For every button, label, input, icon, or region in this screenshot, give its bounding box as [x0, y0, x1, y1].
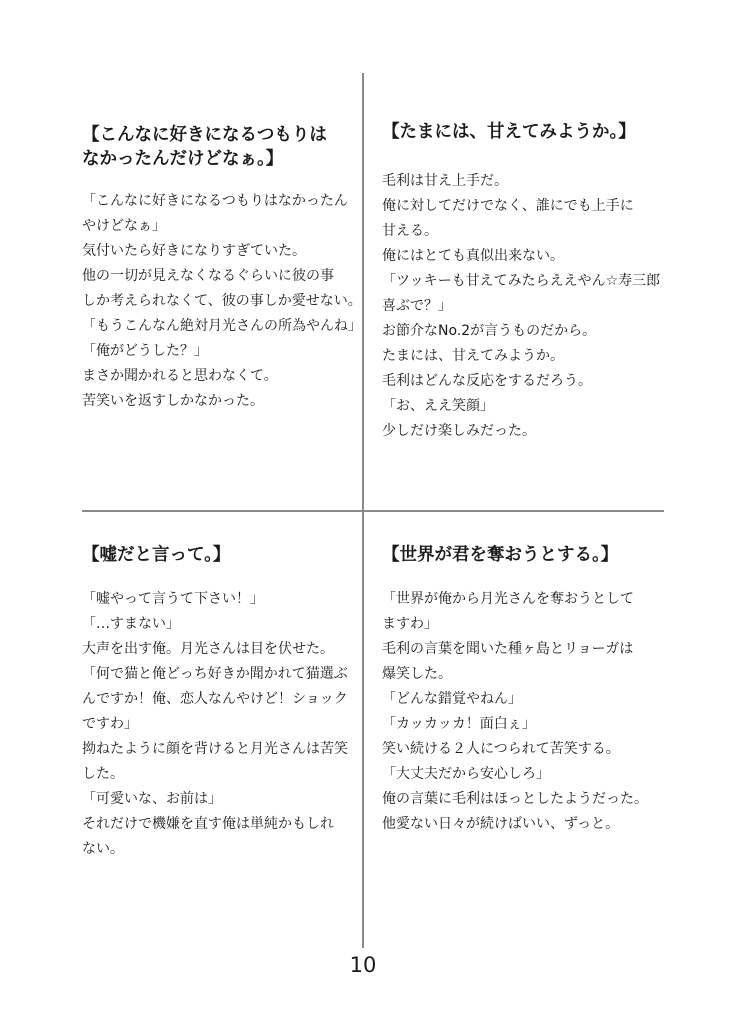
- text-line: まさか聞かれると思わなくて。: [82, 368, 278, 384]
- horizontal-divider: [82, 510, 664, 512]
- text-line: やけどなぁ」: [82, 218, 166, 234]
- text-line: んですか！俺、恋人なんやけど！ショック: [82, 691, 348, 707]
- text-line: お節介なNo.2が言うものだから。: [382, 323, 597, 339]
- text-line: 他の一切が見えなくなるぐらいに彼の事: [82, 268, 334, 284]
- section-top-right: [382, 120, 672, 444]
- text-line: ますわ」: [382, 616, 438, 632]
- section-bottom-right: [382, 543, 672, 837]
- text-line: 「もうこんなん絶対月光さんの所為やんね」: [82, 318, 362, 334]
- section-body: [382, 169, 672, 444]
- text-line: 俺の言葉に毛利はほっとしたようだった。: [382, 791, 648, 807]
- text-line: たまには、甘えてみようか。: [382, 348, 564, 364]
- text-line: 甘える。: [382, 223, 438, 239]
- text-line: それだけで機嫌を直す俺は単純かもしれ: [82, 816, 334, 832]
- text-line: 「ツッキーも甘えてみたらええやん☆寿三郎: [382, 273, 661, 289]
- text-line: しか考えられなくて、彼の事しか愛せない。: [82, 293, 362, 309]
- text-line: 「何で猫と俺どっち好きか聞かれて猫選ぶ: [82, 666, 348, 682]
- text-line: 拗ねたように顔を背けると月光さんは苦笑: [82, 741, 348, 757]
- section-title: 【世界が君を奪おうとする。】: [382, 545, 619, 565]
- section-title: 【嘘だと言って。】: [82, 545, 231, 565]
- text-line: 「大丈夫だから安心しろ」: [382, 766, 550, 782]
- text-line: 少しだけ楽しみだった。: [382, 423, 536, 439]
- text-line: 「お、ええ笑顔」: [382, 398, 494, 414]
- text-line: した。: [82, 766, 124, 782]
- text-line: 「俺がどうした？」: [82, 343, 208, 359]
- text-line: 俺にはとても真似出来ない。: [382, 248, 564, 264]
- text-line: 毛利の言葉を聞いた種ヶ島とリョーガは: [382, 641, 634, 657]
- text-line: 大声を出す俺。月光さんは目を伏せた。: [82, 641, 334, 657]
- section-top-left: [82, 123, 362, 414]
- text-line: 「嘘やって言うて下さい！」: [82, 591, 264, 607]
- text-line: 「どんな錯覚やねん」: [382, 691, 522, 707]
- section-body: [82, 587, 352, 862]
- text-line: 苦笑いを返すしかなかった。: [82, 393, 264, 409]
- text-line: 他愛ない日々が続けばいい、ずっと。: [382, 816, 620, 832]
- text-line: ですわ」: [82, 716, 138, 732]
- page-number: 10: [349, 953, 377, 977]
- text-line: 「…すまない」: [82, 616, 180, 632]
- text-line: 「カッカッカ！面白ぇ」: [382, 716, 536, 732]
- text-line: 気付いたら好きになりすぎていた。: [82, 243, 306, 259]
- text-line: 「世界が俺から月光さんを奪おうとして: [382, 591, 634, 607]
- text-line: 俺に対してだけでなく、誰にでも上手に: [382, 198, 634, 214]
- text-line: 笑い続ける２人につられて苦笑する。: [382, 741, 620, 757]
- text-line: 「可愛いな、お前は」: [82, 791, 222, 807]
- text-line: 喜ぶで？」: [382, 298, 452, 314]
- section-bottom-left: [82, 543, 352, 862]
- section-title: 【たまには、甘えてみようか。】: [382, 122, 636, 142]
- text-line: 「こんなに好きになるつもりはなかったん: [82, 193, 348, 209]
- section-title: 【こんなに好きになるつもりは なかったんだけどなぁ。】: [82, 125, 327, 169]
- text-line: 爆笑した。: [382, 666, 452, 682]
- text-line: ない。: [82, 841, 124, 857]
- text-line: 毛利はどんな反応をするだろう。: [382, 373, 592, 389]
- section-body: [382, 587, 672, 837]
- section-body: [82, 189, 362, 414]
- text-line: 毛利は甘え上手だ。: [382, 173, 508, 189]
